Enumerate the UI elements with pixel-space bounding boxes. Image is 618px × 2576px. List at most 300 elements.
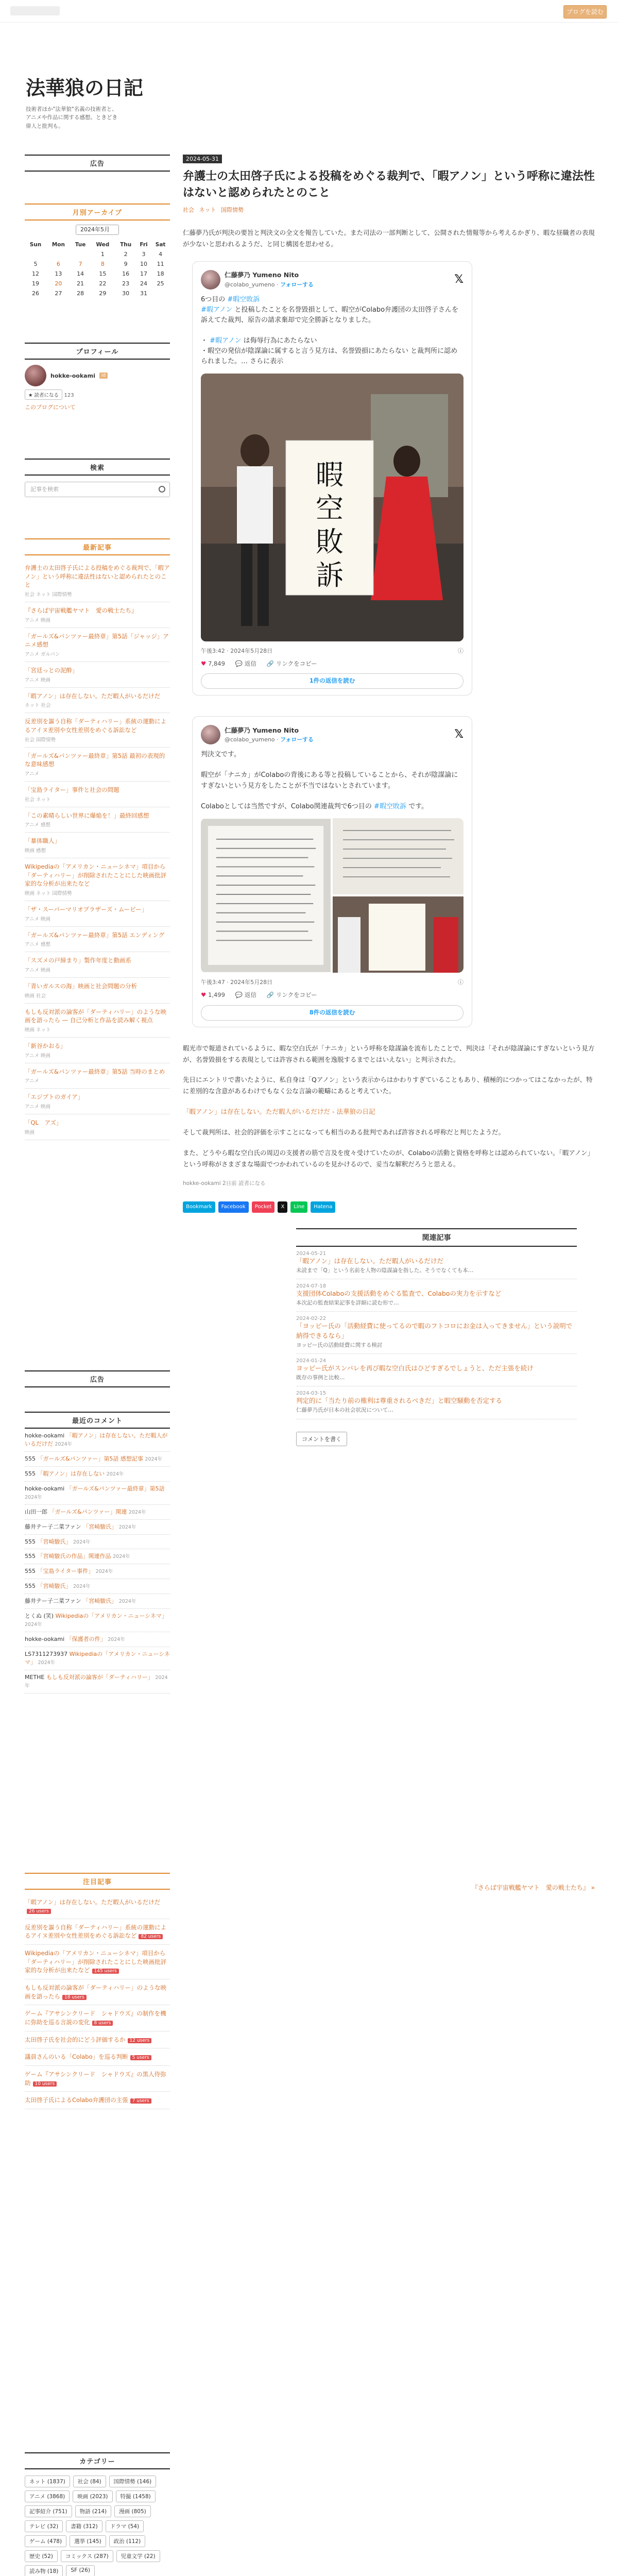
quote-link[interactable]: 「暇アノン」は存在しない。ただ暇人がいるだけだ - 法華狼の日記 <box>183 1108 375 1116</box>
archive-month-select[interactable]: 2024年5月 <box>76 225 119 235</box>
hot-entry-item[interactable] <box>25 1979 170 2005</box>
category-link[interactable]: 読み物 (18) <box>25 2565 63 2576</box>
reply-icon: 💬 <box>235 991 243 999</box>
hashtag-link[interactable]: #暇アノン <box>210 337 242 345</box>
sign-char: 敗 <box>316 525 344 558</box>
recent-entry-title[interactable]: Wikipediaの「アメリカン・ニューシネマ」項目から「ダーティハリー」が削除されたことにした映画批評家的な分析が出来たなど <box>25 863 167 888</box>
tweet-author-handle[interactable]: @colabo_yumeno <box>225 281 275 288</box>
tweet-author-handle[interactable]: @colabo_yumeno <box>225 736 275 743</box>
category-link[interactable]: テレビ (32) <box>25 2520 63 2532</box>
hot-entry-title[interactable]: 太田啓子氏によるColabo弁護団の主張 <box>25 2096 128 2104</box>
calendar-day <box>46 249 71 259</box>
info-icon[interactable]: ⓘ <box>458 647 464 654</box>
comment-entry-link[interactable]: 「暇アノン」は存在しない。ただ暇人がいるだけだ <box>25 1432 168 1447</box>
sign-char: 訴 <box>316 558 344 591</box>
tweet-body: 判決文です。 暇空が「ナニカ」がColaboの背後にある等と投稿していることから、それが陰謀論にすぎないという見方をしたことが不当ではないとされています。 Colaboとしては当然ですが、Colabo関連裁判で6つ目の #暇空敗訴 です。 <box>201 751 458 810</box>
comment-item <box>25 1505 170 1520</box>
reply-button[interactable] <box>235 991 256 1000</box>
entry-paragraph: また、どうやら暇な空白氏の周辺の支援者の筋で言及を度々受けていたのが、Colaboの活動と資格を呼称とは認められていない。「暇アノン」という呼称がさまざまな場面でつかわれているのを見かけるので、妥当な解釈だろうと思える。 <box>183 1148 594 1168</box>
reply-label: 返信 <box>244 991 256 999</box>
hot-entry-item[interactable] <box>25 1919 170 1945</box>
recent-entry-meta: アニメ <box>25 771 40 777</box>
entry-paragraph: そして裁判所は、社会的評価を示すことになっても相当のある批判であれば許容される呼称だと判じたようだ。 <box>183 1128 505 1137</box>
tweet-follow-link[interactable]: フォローする <box>280 281 314 288</box>
recent-entry-title[interactable]: 「エジプトのガイア」 <box>25 1093 84 1101</box>
calendar-day[interactable]: 4 <box>159 251 163 258</box>
recent-entry-title[interactable]: 『さらば宇宙戦艦ヤマト 愛の戦士たち』 <box>25 607 138 615</box>
comment-user[interactable]: LS7311273937 <box>25 1651 68 1657</box>
related-entry-title[interactable]: 「暇アノン」は存在しない。ただ暇人がいるだけだ <box>296 1257 444 1265</box>
calendar-day[interactable]: 1 <box>100 251 105 258</box>
comment-user[interactable]: METHE <box>25 1673 45 1681</box>
like-count: 1,499 <box>208 991 225 999</box>
comment-user[interactable]: 藤井テー子二菜ファン <box>25 1598 81 1605</box>
profile-name[interactable]: hokke-ookami <box>50 372 95 379</box>
recent-comments-heading: 最近のコメント <box>25 1412 170 1429</box>
entry-category[interactable]: 社会 <box>183 206 194 213</box>
related-entry-title[interactable]: ヨッピー氏がスンバレを再び暇な空白氏はひどすぎるでしょうと、ただ主張を続け <box>296 1364 534 1372</box>
category-link[interactable]: ネット (1837) <box>25 2476 70 2487</box>
comment-user[interactable]: とくぬ (笑) <box>25 1613 54 1620</box>
recent-entry-item[interactable] <box>25 858 170 901</box>
copy-link-label: リンクをコピー <box>276 991 317 999</box>
related-entry-summary: 未読まで「Q」という名前を人物の陰謀論を指した。そうでなくても本… <box>296 1267 474 1274</box>
read-replies-button[interactable]: 1件の返信を読む <box>201 673 464 689</box>
calendar-day[interactable]: 16 <box>122 270 130 277</box>
hashtag-link[interactable]: #暇アノン <box>201 306 233 314</box>
calendar-day[interactable]: 15 <box>99 270 107 277</box>
comment-date: 2024年 <box>128 1509 146 1515</box>
comment-entry-link[interactable]: 「宮崎駿氏」 <box>37 1583 72 1590</box>
tweet-follow-link[interactable]: フォローする <box>280 736 314 743</box>
recent-entry-title[interactable]: 「宝島ライター」事件と社会の問題 <box>25 786 119 794</box>
calendar-day[interactable]: 25 <box>157 280 164 287</box>
recent-entry-item[interactable] <box>25 628 170 662</box>
comment-item <box>25 1482 170 1505</box>
comment-user[interactable]: 555 <box>25 1583 36 1590</box>
related-entry-summary: 既存の事例と比較… <box>296 1374 345 1381</box>
recent-entry-item[interactable] <box>25 662 170 688</box>
calendar-weekday: Fri <box>140 242 148 248</box>
hot-entry-item[interactable] <box>25 2048 170 2066</box>
calendar-day[interactable]: 12 <box>31 270 39 277</box>
follow-count: 123 <box>64 393 74 398</box>
category-link[interactable]: 特撮 (1458) <box>116 2490 156 2502</box>
related-heading: 関連記事 <box>296 1228 577 1247</box>
recent-entry-title[interactable]: 「暇アノン」は存在しない。ただ暇人がいるだけだ <box>25 692 161 700</box>
recent-entry-item[interactable] <box>25 978 170 1004</box>
comment-date: 2024年 <box>118 1599 136 1605</box>
recent-entry-title[interactable]: 「ガールズ&パンツァー最終章」第5話 当時のまとめ <box>25 1067 165 1075</box>
comment-date: 2024年 <box>108 1637 125 1643</box>
calendar-day[interactable]: 7 <box>78 261 82 267</box>
recent-entry-title[interactable]: 「暴体職人」 <box>25 837 60 845</box>
blog-description: 技術者ほか"法華狼"名義の技術者と、アニメや作品に関する感想。ときどき偉人と批判も。 <box>26 106 117 129</box>
profile-heading: プロフィール <box>25 343 170 360</box>
calendar-day[interactable]: 22 <box>99 280 107 287</box>
comment-user[interactable]: hokke-ookami <box>25 1636 65 1643</box>
bookmark-count-badge[interactable]: 18 users <box>62 1995 87 2000</box>
recent-entry-item[interactable] <box>25 952 170 978</box>
entry-category[interactable]: 国際情勢 <box>221 206 244 213</box>
recent-entry-item[interactable] <box>25 1004 170 1038</box>
recent-entry-meta: 社会 国際情勢 <box>25 737 56 743</box>
recent-entry-title[interactable]: 「新谷かおる」 <box>25 1042 66 1050</box>
calendar-weekday: Tue <box>75 242 86 248</box>
comment-entry-link[interactable]: もしも反対派の論客が「ダーティハリー」 <box>46 1673 154 1681</box>
hot-entry-title[interactable]: 議員さんのいる「Colabo」を巡る判断 <box>25 2053 128 2061</box>
copy-link-label: リンクをコピー <box>276 659 317 667</box>
category-widget <box>25 2452 170 2576</box>
search-heading: 検索 <box>25 459 170 476</box>
recent-heading: 最新記事 <box>25 538 170 555</box>
related-entry-date: 2024-03-15 <box>296 1391 327 1397</box>
calendar-day[interactable]: 27 <box>55 290 62 297</box>
entry-lead: 仁藤夢乃氏が判決の要旨と判決文の全文を報告していた。また司法の一部判断として、公開された情報等から考えるかぎり、暇な昼職者の表現が少ないと思われるようだ、と同じ構図を思わせる。 <box>183 228 595 248</box>
calendar-day[interactable]: 5 <box>33 261 38 267</box>
search-input[interactable] <box>25 482 170 497</box>
like-button[interactable] <box>201 659 225 669</box>
calendar-day[interactable]: 9 <box>124 261 128 267</box>
hot-entry-title[interactable]: 反差別を謳う自称「ダーティハリー」系統の運動によるアイヌ差別や女性差別をめぐる訴訟など <box>25 1923 167 1940</box>
recent-entry-item[interactable] <box>25 688 170 714</box>
search-icon[interactable] <box>159 486 165 493</box>
entry-footer[interactable]: hokke-ookami 2日前 読者になる <box>183 1180 266 1187</box>
recent-entry-item[interactable] <box>25 560 170 602</box>
x-logo-icon[interactable]: 𝕏 <box>454 273 464 286</box>
calendar-day[interactable]: 3 <box>142 251 146 258</box>
hot-entry-item[interactable] <box>25 1894 170 1919</box>
related-entry[interactable] <box>296 1312 577 1353</box>
bookmark-count-badge[interactable]: 5 users <box>130 2055 151 2060</box>
x-logo-icon[interactable]: 𝕏 <box>454 728 464 741</box>
category-link[interactable]: 書籍 (312) <box>66 2520 102 2532</box>
related-entry-title[interactable]: 支援団体Colaboの支援活動をめぐる監査で、Colaboの実力を示すなど <box>296 1290 502 1298</box>
comment-item <box>25 1632 170 1647</box>
related-entry[interactable] <box>296 1354 577 1386</box>
recent-entry-title[interactable]: 弁護士の太田啓子氏による投稿をめぐる裁判で、「暇アノン」という呼称に違法性はないと認められたとのこと <box>25 564 170 589</box>
calendar-day[interactable]: 11 <box>157 261 164 267</box>
hot-entry-title[interactable]: 太田啓子氏を社会的にどう評価するか <box>25 2036 126 2043</box>
calendar-day <box>71 249 90 259</box>
recent-entry-meta: アニメ 感想 <box>25 822 51 828</box>
recent-entry-item[interactable] <box>25 748 170 782</box>
calendar-day[interactable]: 10 <box>140 261 147 267</box>
calendar-weekday: Wed <box>96 242 110 248</box>
tweet-timestamp[interactable]: 午後3:47 · 2024年5月28日 <box>201 979 273 986</box>
recent-entry-title[interactable]: 「ザ・スーパーマリオブラザーズ・ムービー」 <box>25 906 148 913</box>
related-entry-summary: 本次記の監査結果記事を詳細に読む形で… <box>296 1300 399 1307</box>
related-entry-summary: ヨッピー氏の活動経費に関する検討 <box>296 1342 383 1348</box>
category-link[interactable]: コミックス (287) <box>61 2550 113 2562</box>
recent-entry-item[interactable] <box>25 602 170 628</box>
related-entry-summary: 仁藤夢乃氏が日本の社会状況について… <box>296 1407 393 1414</box>
hot-entry-item[interactable] <box>25 2031 170 2049</box>
calendar-weekday: Sat <box>155 242 166 248</box>
share-bar <box>183 1201 595 1213</box>
recent-entry-meta: 映画 ネット 国際情勢 <box>25 891 72 897</box>
recent-entry-item[interactable] <box>25 782 170 807</box>
judgment-document-photo <box>333 818 464 894</box>
bookmark-count-badge[interactable]: 82 users <box>139 1934 163 1939</box>
hot-entry-title[interactable]: 「暇アノン」は存在しない。ただ暇人がいるだけだ <box>25 1899 161 1906</box>
comment-user[interactable]: 555 <box>25 1553 36 1560</box>
calendar-day[interactable]: 21 <box>77 280 84 287</box>
recent-entry-title[interactable]: 反差別を謳う自称「ダーティハリー」系統の運動によるアイヌ差別や女性差別をめぐる訴訟など <box>25 718 167 734</box>
calendar-weekday: Thu <box>120 242 132 248</box>
facebook-share-button[interactable]: Facebook <box>218 1201 249 1213</box>
comment-user[interactable]: 555 <box>25 1568 36 1575</box>
recent-entry-title[interactable]: 「スズメの戸締まり」製作年度と動画系 <box>25 957 131 964</box>
tweet-avatar[interactable] <box>201 270 220 290</box>
category-link[interactable]: ドラマ (54) <box>106 2520 144 2532</box>
comment-item <box>25 1452 170 1467</box>
comment-date: 2024年 <box>25 1674 168 1689</box>
calendar-day[interactable]: 17 <box>140 270 147 277</box>
calendar-day[interactable]: 29 <box>99 290 107 297</box>
tweet-timestamp[interactable]: 午後3:42 · 2024年5月28日 <box>201 647 273 654</box>
comment-item <box>25 1520 170 1535</box>
recent-entry-item[interactable] <box>25 833 170 858</box>
archive-widget <box>25 204 170 298</box>
calendar-day[interactable]: 28 <box>77 290 84 297</box>
comment-entry-link[interactable]: 「ガールズ&パンツァー」第5話 感想記事 <box>37 1455 143 1462</box>
category-link[interactable]: 物語 (214) <box>75 2505 112 2517</box>
blog-title[interactable]: 法華狼の日記 <box>26 76 144 99</box>
related-entry[interactable] <box>296 1279 577 1312</box>
calendar-day[interactable]: 13 <box>55 270 62 277</box>
comment-entry-link[interactable]: 「宮崎駿氏」 <box>37 1538 72 1545</box>
category-heading: カテゴリー <box>25 2452 170 2469</box>
recent-entry-item[interactable] <box>25 1114 170 1140</box>
hot-entry-title[interactable]: ゲーム『アサシンクリード シャドウズ』の制作を機に弥助を巡る言説の変化 <box>25 2010 166 2026</box>
about-link[interactable]: このブログについて <box>25 404 76 411</box>
pager-next[interactable]: 『さらば宇宙戦艦ヤマト 愛の戦士たち』 » <box>471 1884 595 1891</box>
entry-category[interactable]: ネット <box>199 206 216 213</box>
comment-date: 2024年 <box>113 1554 130 1560</box>
related-entry-title[interactable]: 判定的に「当たり前の権利は尊重されるべきだ」と暇空騒動を否定する <box>296 1397 503 1405</box>
comment-user[interactable]: 山田一郎 <box>25 1508 47 1515</box>
recent-comments-widget <box>25 1412 170 1693</box>
comment-entry-link[interactable]: 「ガールズ&パンツァー最終章」第5話 <box>66 1485 165 1492</box>
comment-date: 2024年 <box>95 1569 113 1575</box>
entry-categories <box>183 206 595 214</box>
comment-date: 2024年 <box>55 1441 73 1447</box>
comment-date: 2024年 <box>118 1524 136 1530</box>
calendar-day[interactable]: 31 <box>140 290 147 297</box>
read-blog-button[interactable]: ブログを読む <box>563 5 607 19</box>
category-link[interactable]: 選挙 (145) <box>70 2535 106 2547</box>
comment-entry-link[interactable]: 「宝島ライター事件」 <box>37 1568 94 1575</box>
category-link[interactable]: 社会 (84) <box>73 2476 106 2487</box>
profile-tag: id <box>99 372 108 379</box>
copy-link-button[interactable] <box>267 659 317 669</box>
logo-placeholder[interactable] <box>10 6 60 15</box>
avatar[interactable] <box>25 365 46 386</box>
tweet-photo-grid[interactable] <box>201 818 464 973</box>
calendar-day[interactable]: 18 <box>157 270 164 277</box>
bookmark-count-badge[interactable]: 10 users <box>33 2081 57 2087</box>
recent-entry-title[interactable]: 「この素晴らしい世界に爆焔を！」最終回感想 <box>25 811 149 819</box>
recent-entry-meta: 映画 ネット <box>25 1027 51 1033</box>
comment-entry-link[interactable]: 「暇アノン」は存在しない <box>37 1470 105 1477</box>
reply-button[interactable] <box>235 659 256 669</box>
recent-entry-meta: 映画 感想 <box>25 848 46 854</box>
profile-widget <box>25 343 170 411</box>
category-link[interactable]: 政治 (112) <box>109 2535 146 2547</box>
comment-entry-link[interactable]: 「宮崎駿氏」 <box>83 1598 117 1605</box>
comment-entry-link[interactable]: 「宮崎駿氏の作品」関連作品 <box>37 1553 111 1560</box>
comment-entry-link[interactable]: Wikipediaの「アメリカン・ニューシネマ」 <box>25 1651 170 1666</box>
comment-entry-link[interactable]: 「保護者の件」 <box>66 1636 106 1643</box>
calendar-day <box>25 249 46 259</box>
hot-entry-item[interactable] <box>25 2066 170 2092</box>
search-widget <box>25 459 170 497</box>
entry-body <box>183 1043 595 1170</box>
link-icon: 🔗 <box>266 991 274 999</box>
calendar-day[interactable]: 19 <box>31 280 39 287</box>
comment-item <box>25 1467 170 1482</box>
follow-button[interactable]: ★ 読者になる <box>25 389 62 400</box>
comment-user[interactable]: 555 <box>25 1455 36 1462</box>
entry-title[interactable]: 弁護士の太田啓子氏による投稿をめぐる裁判で、「暇アノン」という呼称に違法性はないと認められたとのこと <box>183 170 595 199</box>
hashtag-link[interactable]: #暇空敗訴 <box>374 802 406 810</box>
recent-entry-item[interactable] <box>25 713 170 747</box>
related-entry[interactable] <box>296 1247 577 1279</box>
recent-entry-title[interactable]: 「青いガルスの海」映画と社会問題の分析 <box>25 982 138 990</box>
recent-entry-title[interactable]: 「ガールズ&パンツァー最終章」第5話「ジャッジ」アニメ感想 <box>25 632 169 649</box>
recent-entry-item[interactable] <box>25 1063 170 1089</box>
calendar-day[interactable]: 26 <box>31 290 39 297</box>
entry-date[interactable]: 2024-05-31 <box>183 155 222 163</box>
category-link[interactable]: 漫画 (805) <box>114 2505 151 2517</box>
hot-entry-item[interactable] <box>25 2092 170 2109</box>
tweet-photo[interactable] <box>201 374 464 641</box>
hot-entry-title[interactable]: もしも反対派の論客が「ダーティハリー」のような映画を語ったら <box>25 1984 167 2000</box>
sidebar-ad-2 <box>25 1370 170 1387</box>
calendar-day[interactable]: 30 <box>122 290 130 297</box>
sign-char: 暇 <box>316 458 344 491</box>
bookmark-share-button[interactable]: Bookmark <box>183 1201 215 1213</box>
category-link[interactable]: 児童文学 (22) <box>116 2550 160 2562</box>
entry <box>183 155 595 1446</box>
read-replies-button[interactable]: 8件の返信を読む <box>201 1005 464 1021</box>
comment-user[interactable]: hokke-ookami <box>25 1485 65 1492</box>
calendar-day[interactable]: 23 <box>122 280 130 287</box>
recent-entry-title[interactable]: 「ガールズ&パンツァー最終章」第5話 エンディング <box>25 931 165 939</box>
comment-item <box>25 1647 170 1670</box>
category-link[interactable]: ゲーム (478) <box>25 2535 66 2547</box>
category-link[interactable]: 映画 (2023) <box>73 2490 112 2502</box>
hot-entry-item[interactable] <box>25 2005 170 2031</box>
comment-item <box>25 1564 170 1579</box>
hatena-share-button[interactable]: Hatena <box>311 1201 335 1213</box>
info-icon[interactable]: ⓘ <box>458 979 464 986</box>
recent-entry-item[interactable] <box>25 807 170 833</box>
hot-entry-title[interactable]: ゲーム『アサシンクリード シャドウズ』の黒人侍弥助 <box>25 2071 166 2087</box>
category-link[interactable]: アニメ (3868) <box>25 2490 70 2502</box>
comment-item <box>25 1549 170 1564</box>
search-placeholder: 記事を検索 <box>30 486 59 493</box>
recent-entry-meta: アニメ 感想 <box>25 942 51 948</box>
calendar-day[interactable]: 6 <box>56 261 60 267</box>
line-share-button[interactable]: Line <box>290 1201 307 1213</box>
bookmark-count-badge[interactable]: 12 users <box>128 2038 152 2043</box>
related-entry-date: 2024-05-21 <box>296 1250 327 1257</box>
recent-entry-title[interactable]: 「QL アズ」 <box>25 1119 62 1127</box>
related-entry[interactable] <box>296 1386 577 1419</box>
like-count: 7,849 <box>208 659 225 667</box>
tweet-author-name[interactable]: 仁藤夢乃 Yumeno Nito <box>225 726 299 734</box>
comment-date: 2024年 <box>25 1622 42 1628</box>
reply-label: 返信 <box>244 659 256 667</box>
embedded-tweet[interactable]: 仁藤夢乃 Yumeno Nito @colabo_yumeno · フォローする 𝕏 判決文です。 暇空が「ナニカ」がColaboの背後にある等と投稿していることから、それが陰謀論にすぎないという見方をしたことが不当ではないとされています。 Colaboとしては当然ですが、Colabo関連裁判で6つ目の #暇空敗訴 です。 午後3:47 · 2024年5月28日 ⓘ ♥ 1,499 💬 返信 🔗 リンクをコピー 8件の返信を読む <box>192 716 472 1027</box>
calendar-day[interactable]: 14 <box>77 270 84 277</box>
recent-entry-item[interactable] <box>25 1038 170 1063</box>
related-entry-date: 2024-01-24 <box>296 1358 327 1364</box>
recent-entry-meta: 映画 社会 <box>25 993 46 999</box>
heart-icon: ♥ <box>201 659 207 667</box>
recent-entry-item[interactable] <box>25 1089 170 1114</box>
comment-item <box>25 1609 170 1632</box>
comment-user[interactable]: 555 <box>25 1470 36 1477</box>
tweet-avatar[interactable] <box>201 725 220 744</box>
recent-entry-item[interactable] <box>25 901 170 927</box>
bookmark-count-badge[interactable]: 8 users <box>92 2021 113 2026</box>
hot-entry-item[interactable] <box>25 1945 170 1979</box>
category-link[interactable]: 国際情勢 (146) <box>109 2476 157 2487</box>
comment-item <box>25 1535 170 1550</box>
recent-entry-title[interactable]: 「ガールズ&パンツァー最終章」第5話 最初の表現的な意味感想 <box>25 752 165 768</box>
bookmark-count-badge[interactable]: 26 users <box>27 1909 51 1914</box>
calendar-day[interactable]: 20 <box>55 280 62 287</box>
category-link[interactable]: SF (26) <box>66 2565 95 2576</box>
calendar-day[interactable]: 2 <box>124 251 128 258</box>
calendar-day[interactable]: 24 <box>140 280 147 287</box>
calendar-day <box>151 289 170 298</box>
pocket-share-button[interactable]: Pocket <box>252 1201 275 1213</box>
embedded-tweet[interactable]: 仁藤夢乃 Yumeno Nito @colabo_yumeno · フォローする 𝕏 6つ目の #暇空敗訴 #暇アノン と投稿したことを名誉毀損として、暇空がColabo弁護団の太田啓子さんを訴えてた裁判、原告の請求棄却で完全勝訴となりました。 ・ #暇アノン は侮辱行為にあたらない ・暇空の発信が陰謀論に属すると言う見方は、名誉毀損にあたらない と裁判所に認められました。… さらに表示 暇 空 敗 訴 午後3:42 · 2024年5月28日 ⓘ ♥ 7,849 💬 返信 🔗 リンクをコピー 1件の返信を読む <box>192 261 472 696</box>
bookmark-count-badge[interactable]: 145 users <box>92 1969 119 1974</box>
calendar-day[interactable]: 8 <box>100 261 105 267</box>
comment-entry-link[interactable]: Wikipediaの「アメリカン・ニューシネマ」 <box>55 1613 167 1620</box>
category-link[interactable]: 記事紹介 (751) <box>25 2505 72 2517</box>
comment-user[interactable]: 藤井テー子二菜ファン <box>25 1523 81 1530</box>
recent-entry-title[interactable]: もしも反対派の論客が「ダーティハリー」のような映画を語ったら — 自己分析と作品を読み解く視点 <box>25 1008 167 1024</box>
comment-user[interactable]: hokke-ookami <box>25 1432 65 1439</box>
recent-entry-item[interactable] <box>25 927 170 953</box>
comment-item <box>25 1594 170 1609</box>
recent-entry-meta: アニメ 映画 <box>25 968 51 974</box>
recent-entries-widget <box>25 538 170 1140</box>
x-share-button[interactable]: X <box>278 1201 287 1213</box>
recent-entry-meta: アニメ 映画 <box>25 1053 51 1059</box>
comment-entry-link[interactable]: 「ガールズ&パンツァー」関連 <box>49 1508 127 1515</box>
recent-entry-title[interactable]: 「宮廷っとの泥酔」 <box>25 667 78 674</box>
hashtag-link[interactable]: #暇空敗訴 <box>227 295 260 303</box>
hot-entry-title[interactable]: Wikipediaの「アメリカン・ニューシネマ」項目から「ダーティハリー」が削除されたことにした映画批評家的な分析が出来たなど <box>25 1950 167 1974</box>
like-button[interactable] <box>201 991 225 1000</box>
judgment-document-photo <box>201 818 331 973</box>
tweet-author-name[interactable]: 仁藤夢乃 Yumeno Nito <box>225 271 299 279</box>
comment-user[interactable]: 555 <box>25 1538 36 1545</box>
write-comment-button[interactable]: コメントを書く <box>296 1432 347 1446</box>
bookmark-count-badge[interactable]: 7 users <box>130 2098 151 2104</box>
comment-entry-link[interactable]: 「宮崎駿氏」 <box>83 1523 117 1530</box>
copy-link-button[interactable] <box>267 991 317 1000</box>
related-entry-title[interactable]: 「ヨッピー氏の「活動経費に使ってるので暇のフトコロにお金は入ってきません」という説明で納得できるなら」 <box>296 1322 573 1340</box>
category-link[interactable]: 歴史 (52) <box>25 2550 58 2562</box>
